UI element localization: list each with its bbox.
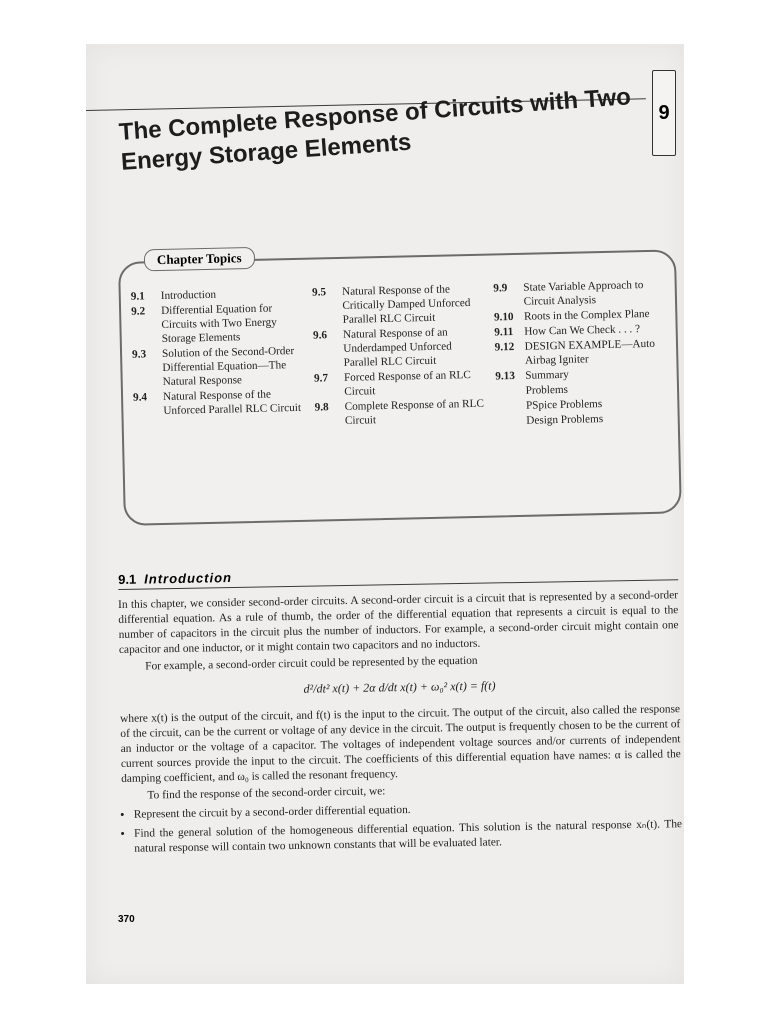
section-name: Introduction [144, 570, 233, 587]
bullet-item: • Represent the circuit by a second-order differential equation. [134, 798, 682, 823]
topic-item: Design Problems [526, 413, 604, 427]
topic-item: 9.9 State Variable Approach to Circuit Analysis [493, 279, 644, 308]
topic-item: 9.5 Natural Response of the Critically Damped Unforced Parallel RLC Circuit [311, 283, 471, 326]
topic-item: 9.6 Natural Response of an Underdamped Unforced Parallel RLC Circuit [312, 326, 452, 369]
chapter-topics-label: Chapter Topics [144, 247, 255, 272]
page-number: 370 [118, 914, 135, 925]
paragraph: where x(t) is the output of the circuit, and f(t) is the input to the circuit. The output of the circuit, also called the response of the circuit, can be the current or voltage of any device in the circuit. The output is frequently chosen to be the current of an inductor or the voltage of a capacitor. The voltages of independent voltage sources and/or currents of independent current sources provide the input to the circuit. The coefficients of this differential equation have names: α is called the damping coefficient, and ω₀ is called the resonant frequency. [120, 703, 681, 785]
differential-equation: d²/dt² x(t) + 2α d/dt x(t) + ω₀² x(t) = f(t) [303, 678, 496, 696]
topic-item: 9.4 Natural Response of the Unforced Parallel RLC Circuit [132, 388, 302, 418]
topic-item: 9.10 Roots in the Complex Plane [493, 307, 650, 324]
topics-column-1 [131, 286, 311, 518]
chapter-tab: 9 [652, 70, 676, 156]
section-number: 9.1 [118, 571, 137, 587]
paragraph: To find the response of the second-order circuit, we: [147, 785, 386, 802]
paragraph: In this chapter, we consider second-order circuits. A second-order circuit is a circuit that is represented by a second-order differential equation. As a rule of thumb, the order of the differential equation that represents a circuit is equal to the number of capacitors in the circuit plus the number of inductors. For example, a second-order circuit might contain one capacitor and one inductor, or it might contain two capacitors and no inductors. [118, 589, 679, 656]
bullet-list [122, 798, 683, 857]
bullet-item: • Find the general solution of the homogeneous differential equation. This solution is the natural response xₙ(t). The natural response will contain two unknown constants that will be evaluated later. [134, 817, 682, 857]
topic-item: 9.1 Introduction [130, 288, 217, 303]
topic-item: Problems [525, 383, 569, 397]
topic-item: 9.8 Complete Response of an RLC Circuit [314, 397, 484, 427]
topic-item: PSpice Problems [525, 398, 603, 412]
topics-column-3 [493, 278, 673, 510]
topics-column-2 [312, 282, 492, 514]
topic-item: 9.12 DESIGN EXAMPLE—Auto Airbag Igniter [494, 337, 656, 367]
topic-item: 9.3 Solution of the Second-Order Differential Equation—The Natural Response [131, 345, 295, 389]
chapter-title: The Complete Response of Circuits with Two Energy Storage Elements [118, 83, 632, 176]
topic-item: 9.2 Differential Equation for Circuits with Two Energy Storage Elements [130, 302, 277, 346]
body-text [118, 588, 683, 861]
topic-item: 9.13 Summary [495, 368, 569, 383]
paragraph: For example, a second-order circuit could be represented by the equation [145, 654, 478, 673]
topic-item: 9.7 Forced Response of an RLC Circuit [313, 369, 471, 398]
topic-item: 9.11 How Can We Check . . . ? [494, 323, 641, 339]
chapter-topics-box [118, 249, 682, 526]
